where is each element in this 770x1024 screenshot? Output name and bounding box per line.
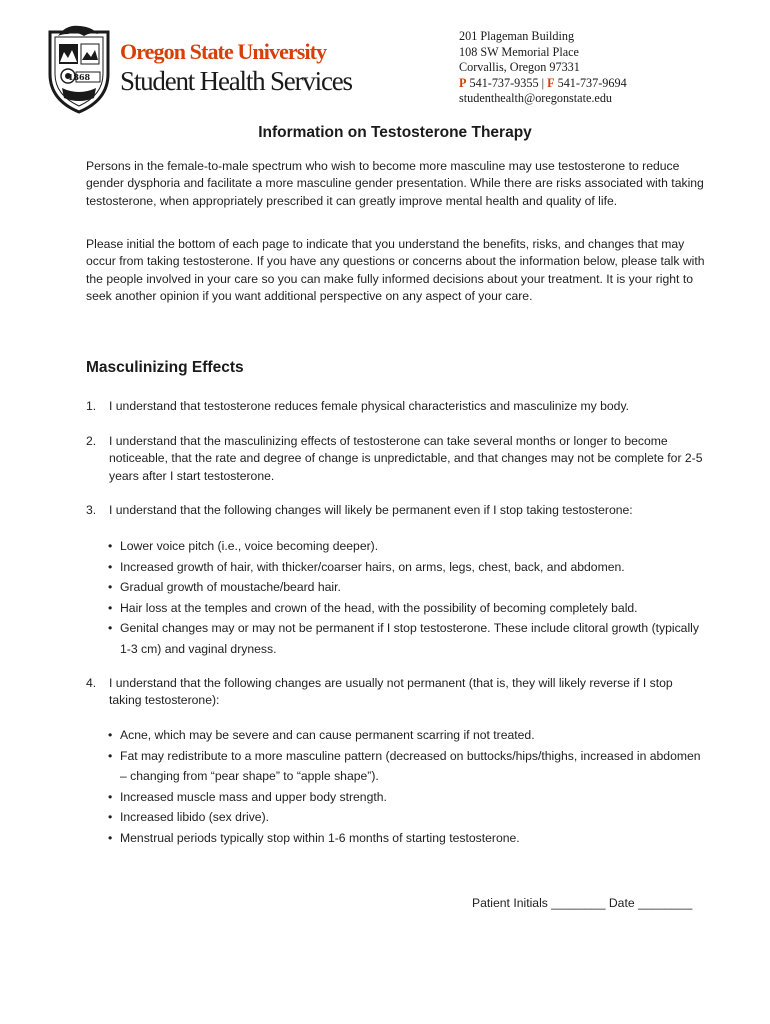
phone-label: P xyxy=(459,75,467,90)
bullet-text: Hair loss at the temples and crown of the head, with the possibility of becoming completely bald. xyxy=(120,600,638,615)
email-address: studenthealth@oregonstate.edu xyxy=(459,91,613,106)
bullet-text: Genital changes may or may not be permanent if I stop testosterone. These include clitoral growth (typically 1-3 cm) and vaginal dryness. xyxy=(120,621,699,656)
bullet-text: Increased muscle mass and upper body strength. xyxy=(120,789,387,804)
permanent-changes-list xyxy=(108,536,708,659)
address-block xyxy=(459,29,627,107)
bullet-icon: • xyxy=(108,559,113,574)
bullet-icon: • xyxy=(108,748,113,763)
item-text: I understand that the masculinizing effects of testosterone can take several months or longer to become noticeable, that the rate and degree of change is unpredictable, and that changes may not be complete for 2-5 years after I start testosterone. xyxy=(109,434,703,483)
intro-paragraph-2: Please initial the bottom of each page to indicate that you understand the benefits, risks, and changes that may occur from taking testosterone. If you have any questions or concerns about the information below, please talk with the people involved in your care so you can make fully informed decisions about your treatment. It is your right to seek another opinion if you want additional perspective on any aspect of your care. xyxy=(86,237,705,304)
item-text: I understand that the following changes will likely be permanent even if I stop taking testosterone: xyxy=(109,503,633,517)
bullet-text: Fat may redistribute to a more masculine pattern (decreased on buttocks/hips/thighs, increased in abdomen – changing from “pear shape” to “apple shape”). xyxy=(120,748,701,783)
list-item xyxy=(108,536,708,557)
department-name: Student Health Services xyxy=(120,66,352,96)
osu-logo xyxy=(46,22,366,114)
list-item xyxy=(108,598,708,619)
bullet-text: Acne, which may be severe and can cause permanent scarring if not treated. xyxy=(120,728,535,742)
list-item xyxy=(108,828,708,849)
list-item xyxy=(108,557,708,578)
bullet-text: Menstrual periods typically stop within 1-6 months of starting testosterone. xyxy=(120,830,520,845)
bullet-icon: • xyxy=(108,830,113,845)
list-item xyxy=(108,746,708,787)
bullet-icon: • xyxy=(108,789,113,804)
item-number: 4. xyxy=(86,676,97,690)
phone-fax-line xyxy=(459,76,627,92)
seal-year: 1868 xyxy=(67,72,91,82)
wordmark xyxy=(120,40,352,96)
list-item-3 xyxy=(86,502,708,519)
bullet-icon: • xyxy=(108,810,113,824)
patient-initials-date-line[interactable]: Patient Initials ________ Date ________ xyxy=(472,896,693,910)
item-text: I understand that testosterone reduces female physical characteristics and masculinize my body. xyxy=(109,399,630,413)
list-item xyxy=(108,725,708,746)
item-number: 1. xyxy=(86,399,97,413)
list-item-1 xyxy=(86,398,708,415)
item-number: 3. xyxy=(86,503,97,517)
osu-seal-icon xyxy=(46,22,112,114)
list-item-4 xyxy=(86,675,708,710)
phone-fax-separator: | xyxy=(541,75,545,90)
list-item xyxy=(108,577,708,598)
bullet-text: Gradual growth of moustache/beard hair. xyxy=(120,580,341,594)
bullet-text: Lower voice pitch (i.e., voice becoming deeper). xyxy=(120,539,379,553)
fax-number: 541-737-9694 xyxy=(557,75,627,90)
bullet-icon: • xyxy=(108,539,113,553)
bullet-icon: • xyxy=(108,580,113,594)
bullet-icon: • xyxy=(108,600,113,615)
bullet-text: Increased growth of hair, with thicker/coarser hairs, on arms, legs, chest, back, and abdomen. xyxy=(120,559,625,574)
bullet-icon: • xyxy=(108,621,113,635)
non-permanent-changes-list xyxy=(108,725,708,848)
section-heading: Masculinizing Effects xyxy=(86,359,244,376)
bullet-icon: • xyxy=(108,728,113,742)
list-item-2 xyxy=(86,433,708,485)
bullet-text: Increased libido (sex drive). xyxy=(120,810,270,824)
university-name: Oregon State University xyxy=(120,39,327,64)
list-item xyxy=(108,618,708,659)
item-number: 2. xyxy=(86,434,97,448)
list-item xyxy=(108,807,708,828)
address-line-1: 201 Plageman Building xyxy=(459,29,575,43)
intro-paragraph-1: Persons in the female-to-male spectrum who wish to become more masculine may use testosterone to reduce gender dysphoria and facilitate a more masculine gender presentation. While there are risks associated with taking testosterone, when appropriately prescribed it can greatly improve mental health and quality of life. xyxy=(86,159,704,208)
phone-number: 541-737-9355 xyxy=(469,75,539,90)
document-title: Information on Testosterone Therapy xyxy=(258,124,532,141)
item-text: I understand that the following changes are usually not permanent (that is, they will likely reverse if I stop taking testosterone): xyxy=(109,676,673,708)
fax-label: F xyxy=(547,75,555,90)
address-line-2: 108 SW Memorial Place xyxy=(459,44,579,59)
address-line-3: Corvallis, Oregon 97331 xyxy=(459,60,580,75)
list-item xyxy=(108,787,708,808)
